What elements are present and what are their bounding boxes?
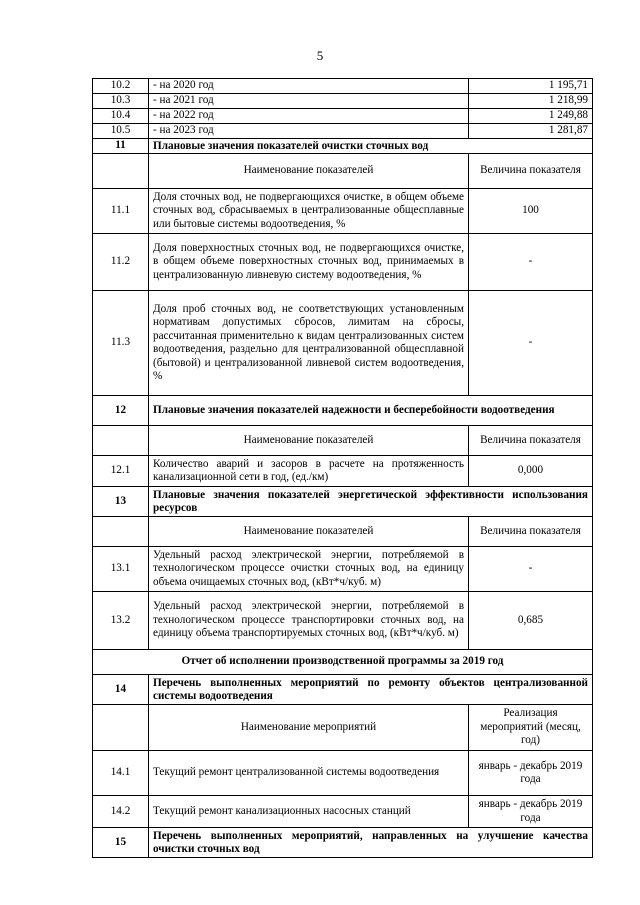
row-number: 13.2 — [93, 592, 149, 650]
row-value: 1 218,99 — [469, 94, 593, 109]
table-row — [93, 189, 593, 234]
row-number: 10.5 — [93, 124, 149, 139]
page-number: 5 — [316, 48, 324, 63]
row-text: Текущий ремонт централизованной системы водоотведения — [149, 751, 469, 796]
row-text: Доля проб сточных вод, не соответствующих установленным нормативам допустимых сбросов, лимитам на сбросы, рассчитанная применительно к видам централизованных систем водоотведения, раздельно для централизованной общесплавной (бытовой) и централизованной ливневой систем водоотведения, % — [149, 291, 469, 396]
section-title: Плановые значения показателей надежности и бесперебойности водоотведения — [149, 396, 593, 426]
column-header-name: Наименование показателей — [149, 154, 469, 189]
column-header-row — [93, 154, 593, 189]
table-row — [93, 796, 593, 828]
row-label: - на 2023 год — [149, 124, 469, 139]
row-text: Доля поверхностных сточных вод, не подвергающихся очистке, в общем объеме поверхностных сточных вод, принимаемых в централизованную ливневую систему водоотведения, % — [149, 234, 469, 291]
row-text: Текущий ремонт канализационных насосных станций — [149, 796, 469, 828]
row-number: 10.2 — [93, 79, 149, 94]
section-header-15 — [93, 828, 593, 858]
column-header-name: Наименование показателей — [149, 517, 469, 547]
row-value: 0,000 — [469, 456, 593, 487]
row-label: - на 2021 год — [149, 94, 469, 109]
row-number: 11.1 — [93, 189, 149, 234]
table-row — [93, 79, 593, 94]
table-row — [93, 124, 593, 139]
column-header-value: Реализация мероприятий (месяц, год) — [469, 705, 593, 751]
column-header-row — [93, 517, 593, 547]
row-value: 100 — [469, 189, 593, 234]
row-value: 0,685 — [469, 592, 593, 650]
section-header-13 — [93, 487, 593, 517]
row-text: Количество аварий и засоров в расчете на протяженность канализационной сети в год, (ед./км) — [149, 456, 469, 487]
row-number: 10.3 — [93, 94, 149, 109]
row-value: 1 249,88 — [469, 109, 593, 124]
section-number: 15 — [93, 828, 149, 858]
empty-cell — [93, 705, 149, 751]
row-value: - — [469, 547, 593, 592]
table-row — [93, 109, 593, 124]
table-row — [93, 291, 593, 396]
column-header-name: Наименование показателей — [149, 426, 469, 456]
section-number: 14 — [93, 675, 149, 705]
column-header-value: Величина показателя — [469, 517, 593, 547]
column-header-value: Величина показателя — [469, 426, 593, 456]
section-title: Перечень выполненных мероприятий, направленных на улучшение качества очистки сточных вод — [149, 828, 593, 858]
table-row — [93, 592, 593, 650]
row-value: январь - декабрь 2019 года — [469, 751, 593, 796]
row-text: Удельный расход электрической энергии, потребляемой в технологическом процессе очистки сточных вод, на единицу объема очищаемых сточных вод, (кВт*ч/куб. м) — [149, 547, 469, 592]
section-number: 13 — [93, 487, 149, 517]
row-number: 11.2 — [93, 234, 149, 291]
section-title: Плановые значения показателей энергетической эффективности использования ресурсов — [149, 487, 593, 517]
report-title-row — [93, 650, 593, 675]
section-number: 11 — [93, 139, 149, 154]
row-number: 13.1 — [93, 547, 149, 592]
row-label: - на 2020 год — [149, 79, 469, 94]
row-number: 12.1 — [93, 456, 149, 487]
section-header-14 — [93, 675, 593, 705]
section-number: 12 — [93, 396, 149, 426]
column-header-row — [93, 705, 593, 751]
row-text: Доля сточных вод, не подвергающихся очистке, в общем объеме сточных вод, сбрасываемых в централизованные общесплавные или бытовые системы водоотведения, % — [149, 189, 469, 234]
row-value: 1 195,71 — [469, 79, 593, 94]
section-title: Перечень выполненных мероприятий по ремонту объектов централизованной системы водоотведения — [149, 675, 593, 705]
row-value: - — [469, 291, 593, 396]
row-number: 14.1 — [93, 751, 149, 796]
table-row — [93, 234, 593, 291]
column-header-value: Величина показателя — [469, 154, 593, 189]
column-header-name: Наименование мероприятий — [149, 705, 469, 751]
empty-cell — [93, 154, 149, 189]
table-row — [93, 456, 593, 487]
row-number: 14.2 — [93, 796, 149, 828]
row-value: 1 281,87 — [469, 124, 593, 139]
table-row — [93, 751, 593, 796]
report-title: Отчет об исполнении производственной программы за 2019 год — [93, 650, 593, 675]
row-number: 10.4 — [93, 109, 149, 124]
table-row — [93, 94, 593, 109]
row-text: Удельный расход электрической энергии, потребляемой в технологическом процессе транспортировки сточных вод, на единицу объема транспортируемых сточных вод, (кВт*ч/куб. м) — [149, 592, 469, 650]
row-label: - на 2022 год — [149, 109, 469, 124]
table-row — [93, 547, 593, 592]
row-number: 11.3 — [93, 291, 149, 396]
section-header-11 — [93, 139, 593, 154]
row-value: январь - декабрь 2019 года — [469, 796, 593, 828]
section-header-12 — [93, 396, 593, 426]
section-title: Плановые значения показателей очистки сточных вод — [149, 139, 593, 154]
program-table — [92, 78, 593, 858]
row-value: - — [469, 234, 593, 291]
column-header-row — [93, 426, 593, 456]
empty-cell — [93, 426, 149, 456]
empty-cell — [93, 517, 149, 547]
